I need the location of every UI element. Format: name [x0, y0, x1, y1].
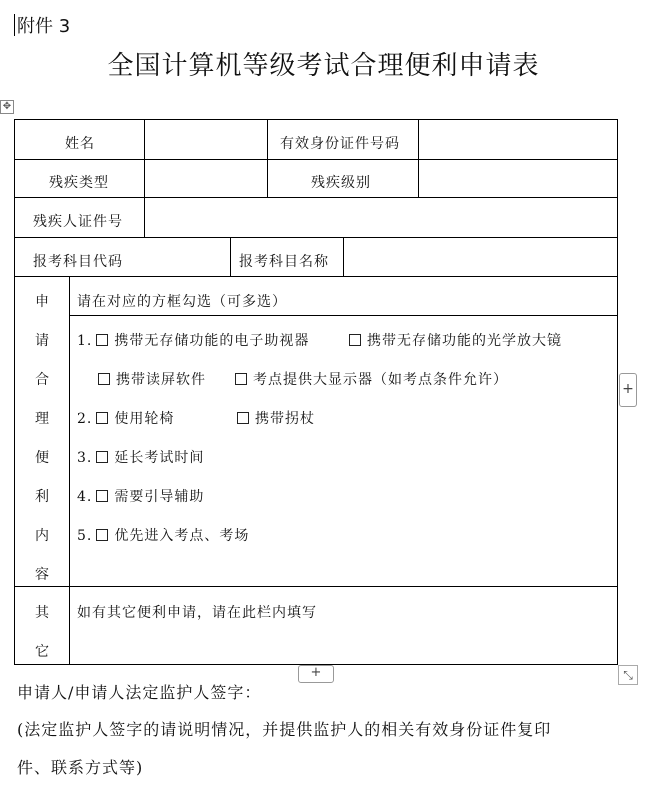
other-char: 其 — [35, 605, 49, 621]
annex-label: 附件 3 — [17, 16, 71, 37]
checkbox-priority-entry[interactable] — [96, 529, 108, 541]
col-divider — [230, 237, 231, 276]
disability-type-field[interactable] — [146, 161, 266, 196]
id-number-label: 有效身份证件号码 — [280, 136, 400, 152]
subject-code-field[interactable] — [146, 239, 229, 275]
option-number: 1. — [77, 333, 93, 349]
option-number: 4. — [77, 489, 93, 505]
checkbox-crutches[interactable] — [237, 412, 249, 424]
name-field[interactable] — [146, 121, 266, 158]
col-divider — [144, 119, 145, 237]
apply-char: 申 — [35, 294, 49, 310]
option-label: 携带拐杖 — [255, 411, 315, 427]
disability-type-label: 残疾类型 — [49, 175, 109, 191]
row-divider — [14, 276, 618, 277]
text-cursor — [14, 14, 15, 36]
option-label: 优先进入考点、考场 — [114, 528, 250, 544]
option-number: 2. — [77, 411, 93, 427]
option-label: 考点提供大显示器（如考点条件允许） — [253, 372, 508, 388]
option-number: 5. — [77, 528, 93, 544]
option-row-1d — [231, 369, 508, 389]
disability-level-label: 残疾级别 — [311, 175, 371, 191]
checkbox-wheelchair[interactable] — [96, 412, 108, 424]
checkbox-extended-time[interactable] — [96, 451, 108, 463]
option-row-4 — [77, 486, 204, 506]
other-char: 它 — [35, 644, 49, 660]
guardian-note-line-1: (法定监护人签字的请说明情况，并提供监护人的相关有效身份证件复印 — [17, 720, 552, 739]
apply-char: 内 — [35, 528, 49, 544]
option-label: 携带无存储功能的光学放大镜 — [367, 333, 562, 349]
checkbox-large-display[interactable] — [235, 373, 247, 385]
row-divider — [14, 197, 618, 198]
add-column-icon[interactable]: + — [619, 373, 637, 407]
checkbox-optical-magnifier[interactable] — [349, 334, 361, 346]
row-divider — [14, 237, 618, 238]
option-row-5 — [77, 525, 249, 545]
option-row-1 — [77, 330, 309, 350]
id-number-field[interactable] — [420, 121, 616, 158]
apply-char: 容 — [35, 567, 49, 583]
col-divider — [418, 119, 419, 197]
guardian-note-line-2: 件、联系方式等) — [17, 758, 144, 777]
option-label: 延长考试时间 — [114, 450, 205, 466]
checkbox-screen-reader[interactable] — [98, 373, 110, 385]
option-label: 携带无存储功能的电子助视器 — [114, 333, 310, 349]
apply-char: 合 — [35, 372, 49, 388]
table-border-right — [617, 119, 618, 665]
apply-char: 请 — [35, 333, 49, 349]
row-divider — [14, 586, 618, 587]
table-resize-icon[interactable]: ⤡ — [618, 665, 638, 685]
table-move-icon[interactable]: ✥ — [0, 100, 14, 114]
disability-cert-field[interactable] — [146, 199, 616, 236]
disability-cert-label: 残疾人证件号 — [33, 214, 123, 230]
option-label: 使用轮椅 — [114, 411, 175, 427]
subject-code-label: 报考科目代码 — [33, 254, 123, 270]
option-label: 携带读屏软件 — [116, 372, 206, 388]
signature-label: 申请人/申请人法定监护人签字： — [17, 683, 262, 702]
apply-char: 利 — [35, 489, 49, 505]
other-hint-text: 如有其它便利申请，请在此栏内填写 — [77, 605, 317, 621]
checkbox-guided-assistance[interactable] — [96, 490, 108, 502]
checkbox-electronic-magnifier[interactable] — [96, 334, 108, 346]
page-title: 全国计算机等级考试合理便利申请表 — [107, 51, 540, 81]
col-divider — [267, 119, 268, 197]
subject-name-field[interactable] — [345, 239, 616, 275]
disability-level-field[interactable] — [420, 161, 616, 196]
add-row-icon[interactable]: + — [298, 665, 334, 683]
col-divider — [343, 237, 344, 276]
apply-char: 理 — [35, 411, 49, 427]
option-label: 需要引导辅助 — [114, 489, 205, 505]
instruction-text: 请在对应的方框勾选（可多选） — [77, 294, 287, 310]
option-row-3 — [77, 447, 204, 467]
name-label: 姓名 — [65, 136, 95, 152]
apply-char: 便 — [35, 450, 49, 466]
option-row-2b — [233, 408, 315, 428]
option-row-2 — [77, 408, 174, 428]
table-border-top — [14, 119, 618, 120]
row-divider — [70, 315, 618, 316]
option-number: 3. — [77, 450, 93, 466]
subject-name-label: 报考科目名称 — [239, 254, 329, 270]
other-request-field[interactable] — [71, 625, 616, 663]
option-row-1b — [345, 330, 562, 350]
option-row-1c — [94, 369, 206, 389]
row-divider — [14, 159, 618, 160]
